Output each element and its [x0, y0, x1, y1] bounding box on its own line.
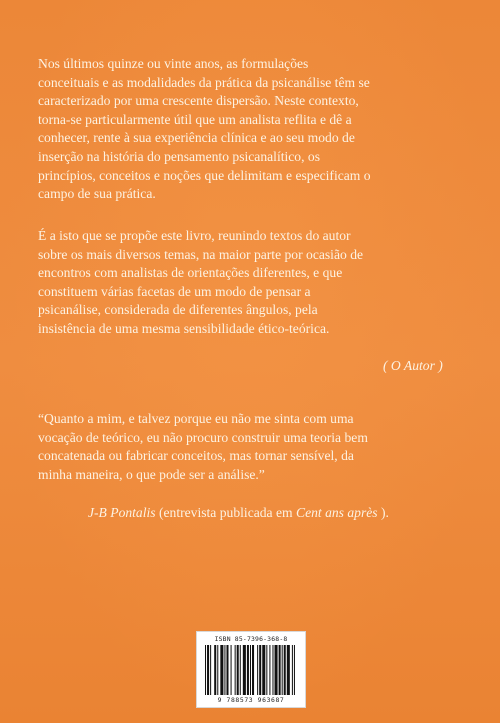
quote-line: minha maneira, o que pode ser a análise.” — [38, 466, 265, 482]
text-line: torna-se particularmente útil que um analista reflita e dê a — [38, 111, 352, 127]
pontalis-quote — [38, 410, 468, 484]
attribution-end: ). — [377, 505, 389, 520]
barcode-bar — [257, 645, 258, 695]
book-purpose-paragraph — [38, 227, 466, 339]
isbn-number: ISBN 85-7396-368-8 — [214, 635, 288, 643]
text-line: conhecer, rente à sua experiência clínica e ao seu modo de — [38, 130, 355, 146]
text-line: sobre os mais diversos temas, na maior parte por ocasião de — [38, 246, 364, 262]
barcode-bar — [279, 645, 281, 695]
barcode-bar — [224, 645, 225, 695]
quote-attribution — [88, 505, 389, 521]
text-line: conceituais e as modalidades da prática da psicanálise têm se — [38, 74, 370, 90]
barcode-bar — [292, 645, 293, 695]
barcode-bar — [226, 645, 228, 695]
barcode-bar — [205, 645, 206, 695]
barcode-bar — [252, 645, 254, 695]
text-line: princípios, conceitos e noções que delimitam e especificam o — [38, 167, 371, 183]
attribution-work-title: Cent ans après — [296, 505, 378, 520]
barcode-bar — [269, 645, 270, 695]
ean-number: 9 788573 963687 — [217, 696, 285, 704]
barcode-bar — [240, 645, 241, 695]
isbn-barcode — [196, 631, 306, 708]
text-line: constituem várias facetas de um modo de pensar a — [38, 283, 311, 299]
text-line: É a isto que se propõe este livro, reunindo textos do autor — [38, 228, 351, 243]
text-line: caracterizado por uma crescente dispersão. Neste contexto, — [38, 93, 359, 109]
text-line: encontros com analistas de orientações diferentes, e que — [38, 265, 343, 281]
barcode-bars — [205, 645, 297, 695]
text-line: inserção na história do pensamento psicanalítico, os — [38, 148, 320, 164]
barcode-bar — [284, 645, 286, 695]
attribution-source: (entrevista publicada em — [155, 505, 296, 520]
text-line: insistência de uma mesma sensibilidade ético-teórica. — [38, 320, 330, 336]
synopsis-paragraph — [38, 55, 466, 204]
barcode-bar — [294, 645, 295, 695]
barcode-bar — [210, 645, 211, 695]
barcode-bar — [207, 645, 209, 695]
quote-line: vocação de teórico, eu não procuro construir uma teoria bem — [38, 429, 368, 445]
barcode-bar — [272, 645, 273, 695]
barcode-bar — [282, 645, 283, 695]
barcode-bar — [237, 645, 239, 695]
barcode-bar — [231, 645, 232, 695]
barcode-bar — [217, 645, 218, 695]
barcode-bar — [275, 645, 278, 695]
barcode-bar — [287, 645, 290, 695]
barcode-bar — [243, 645, 246, 695]
quote-line: concatenada ou fabricar conceitos, mas tornar sensível, da — [38, 448, 354, 464]
barcode-bar — [262, 645, 265, 695]
barcode-bar — [214, 645, 216, 695]
author-signature: ( O Autor ) — [383, 358, 443, 373]
barcode-bar — [250, 645, 251, 695]
text-line: Nos últimos quinze ou vinte anos, as formulações — [38, 56, 309, 71]
attribution-name: J-B Pontalis — [88, 505, 156, 520]
text-line: campo de sua prática. — [38, 186, 156, 202]
barcode-bar — [220, 645, 223, 695]
quote-line: “Quanto a mim, e talvez porque eu não me sinta com uma — [38, 411, 354, 426]
barcode-bar — [259, 645, 261, 695]
text-line: psicanálise, considerada de diferentes ângulos, pela — [38, 302, 318, 318]
barcode-bar — [266, 645, 267, 695]
barcode-bar — [235, 645, 236, 695]
barcode-bar — [247, 645, 249, 695]
